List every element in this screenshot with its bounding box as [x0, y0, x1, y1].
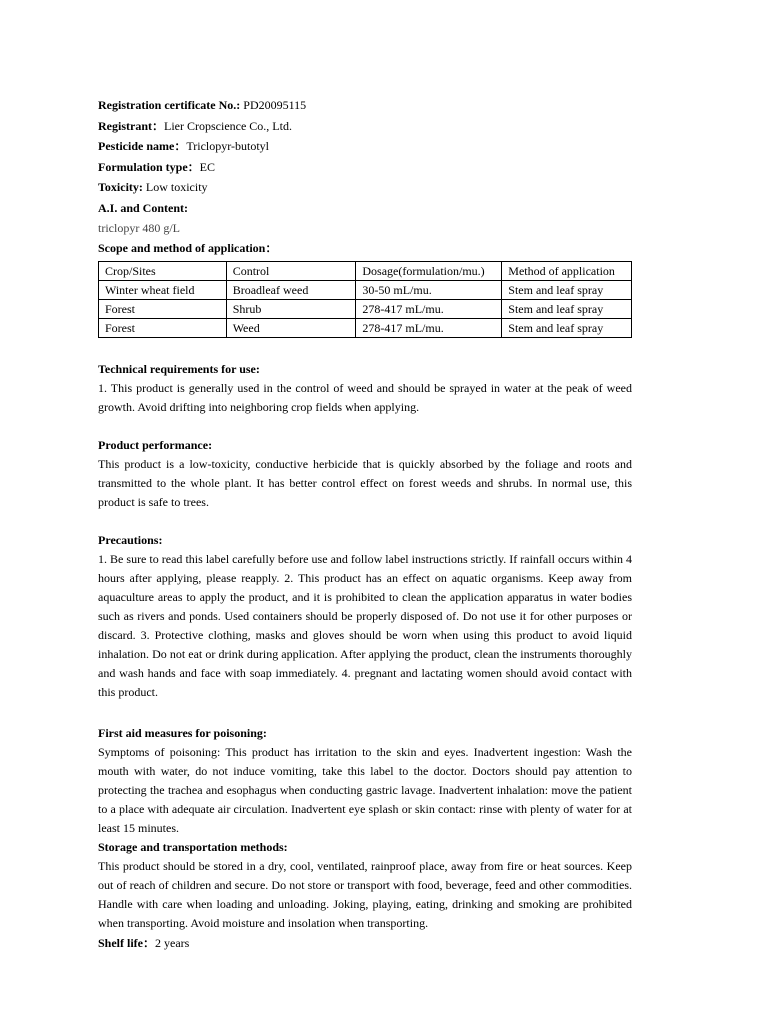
registrant-label: Registrant： — [98, 118, 164, 133]
table-header-cell: Method of application — [502, 261, 632, 280]
registrant-line — [98, 116, 632, 137]
table-cell: Forest — [99, 299, 227, 318]
table-cell: Shrub — [226, 299, 356, 318]
registration-line — [98, 95, 632, 116]
first-aid-title: First aid measures for poisoning: — [98, 725, 267, 740]
registrant-value: Lier Cropscience Co., Ltd. — [164, 118, 292, 133]
technical-title: Technical requirements for use: — [98, 361, 260, 376]
table-cell: Winter wheat field — [99, 280, 227, 299]
table-cell: Weed — [226, 318, 356, 337]
shelf-life-value: 2 years — [155, 935, 190, 950]
precautions-title: Precautions: — [98, 532, 163, 547]
technical-text: 1. This product is generally used in the control of weed and should be sprayed in water at the peak of weed growth. Avoid drifting into neighboring crop fields when applying. — [98, 380, 632, 414]
ai-line — [98, 198, 632, 219]
toxicity-label: Toxicity: — [98, 180, 143, 194]
storage-title: Storage and transportation methods: — [98, 839, 288, 854]
table-header-cell: Dosage(formulation/mu.) — [356, 261, 502, 280]
table-row — [99, 280, 632, 299]
table-header-row — [99, 261, 632, 280]
shelf-life-line — [98, 933, 632, 954]
formulation-line — [98, 157, 632, 178]
ai-value: triclopyr 480 g/L — [98, 221, 180, 235]
storage-text: This product should be stored in a dry, cool, ventilated, rainproof place, away from fire or heat sources. Keep out of reach of children and secure. Do not store or transport with food, beverage, feed and other commodities. Handle with care when loading and unloading. Joking, playing, eating, drinking and smoking are prohibited when transporting. Avoid moisture and insolation when transporting. — [98, 858, 632, 930]
toxicity-line — [98, 177, 632, 198]
table-header-cell: Crop/Sites — [99, 261, 227, 280]
formulation-value: EC — [199, 159, 216, 174]
scope-title: Scope and method of application： — [98, 241, 278, 255]
table-cell: 278-417 mL/mu. — [356, 299, 502, 318]
table-cell: 30-50 mL/mu. — [356, 280, 502, 299]
application-table — [98, 261, 632, 338]
registration-label: Registration certificate No.: — [98, 98, 241, 112]
table-cell: Stem and leaf spray — [502, 318, 632, 337]
toxicity-value: Low toxicity — [142, 180, 208, 194]
label-document — [98, 95, 632, 953]
registration-value: PD20095115 — [240, 98, 307, 112]
table-cell: Stem and leaf spray — [502, 280, 632, 299]
table-row — [99, 299, 632, 318]
precautions-text: 1. Be sure to read this label carefully before use and follow label instructions strictly. If rainfall occurs within 4 hours after applying, please reapply. 2. This product has an effect on aquatic organisms. Keep away from aquaculture areas to apply the product, and it is prohibited to clean the application apparatus in water bodies such as rivers and ponds. Used containers should be properly disposed of. Do not use it for other purposes or discard. 3. Protective clothing, masks and gloves should be worn when using this product to avoid liquid inhalation. Do not eat or drink during application. After applying the product, clean the instruments thoroughly and wash hands and face with soap immediately. 4. pregnant and lactating women should avoid contact with this product. — [98, 551, 632, 699]
table-row — [99, 318, 632, 337]
table-cell: Stem and leaf spray — [502, 299, 632, 318]
table-cell: Forest — [99, 318, 227, 337]
shelf-life-label: Shelf life： — [98, 935, 155, 950]
first-aid-text: Symptoms of poisoning: This product has irritation to the skin and eyes. Inadvertent ingestion: Wash the mouth with water, do not induce vomiting, take this label to the doctor. Doctors should pay attention to protecting the trachea and esophagus when conducting gastric lavage. Inadvertent inhalation: move the patient to a place with adequate air circulation. Inadvertent eye splash or skin contact: rinse with plenty of water for at least 15 minutes. — [98, 744, 632, 835]
pesticide-line — [98, 136, 632, 157]
performance-text: This product is a low-toxicity, conductive herbicide that is quickly absorbed by the foliage and roots and transmitted to the whole plant. It has better control effect on forest weeds and shrubs. In normal use, this product is safe to trees. — [98, 456, 632, 509]
table-header-cell: Control — [226, 261, 356, 280]
table-cell: Broadleaf weed — [226, 280, 356, 299]
table-cell: 278-417 mL/mu. — [356, 318, 502, 337]
pesticide-label: Pesticide name： — [98, 139, 187, 153]
performance-title: Product performance: — [98, 437, 213, 452]
pesticide-value: Triclopyr-butotyl — [186, 139, 269, 153]
ai-label: A.I. and Content: — [98, 200, 189, 215]
formulation-label: Formulation type： — [98, 159, 200, 174]
scope-line — [98, 238, 632, 259]
